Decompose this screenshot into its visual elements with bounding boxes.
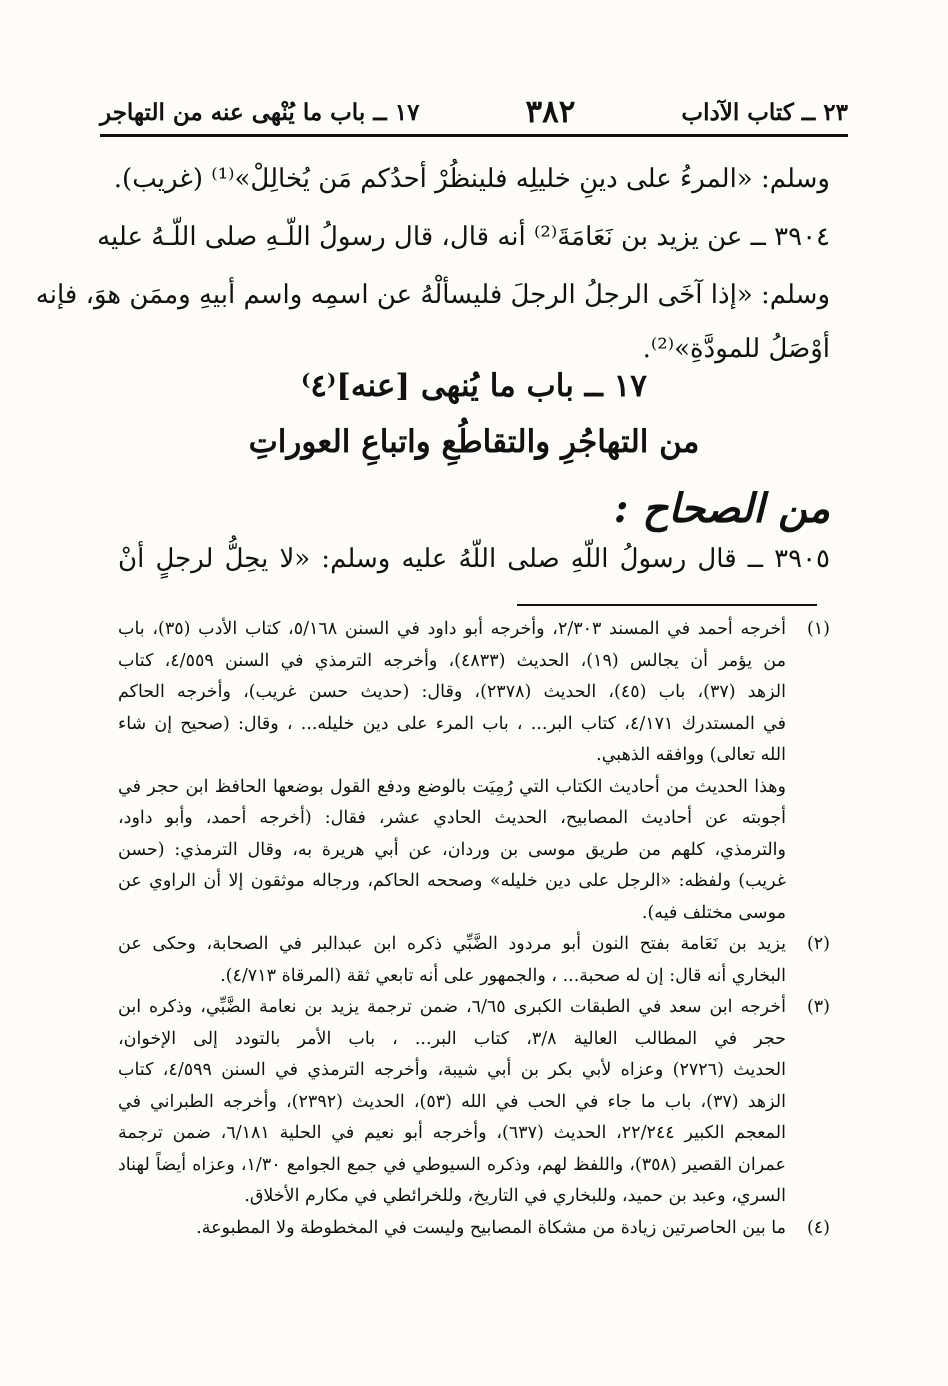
footnote-line: ما بين الحاصرتين زيادة من مشكاة المصابيح وليست في المخطوطة ولا المطبوعة. xyxy=(196,1217,786,1238)
footnote-line: الله تعالى) ووافقه الذهبي. xyxy=(596,745,786,765)
footnote-line: أخرجه أحمد في المسند ٢/٣٠٣، وأخرجه أبو داود في السنن ٥/١٦٨، كتاب الأدب (٣٥)، باب xyxy=(118,619,787,639)
footnote-line: غريب) ولفظه: «الرجل على دين خليله» وصححه الحاكم، ورجاله موثقون إلا أن الراوي عن xyxy=(118,871,786,891)
footnote-line: البخاري أنه قال: إن له صحبة... ، والجمهور على أنه تابعي ثقة (المرقاة ٤/٧١٣). xyxy=(220,965,786,986)
footnotes xyxy=(118,614,830,1244)
source-heading: من الصحاح : xyxy=(613,485,830,532)
footnote-body xyxy=(118,614,786,929)
footnote-number: (٢) xyxy=(806,934,830,954)
text-line: وسلم: «إذا آخَى الرجلُ الرجلَ فليسألْهُ عن اسمِه واسم أبيهِ وممَن هوَ، فإنه xyxy=(35,280,830,310)
footnote-body xyxy=(118,992,786,1213)
footnote-line: السري، وعبد بن حميد، وللبخاري في التاريخ، وللخرائطي في مكارم الأخلاق. xyxy=(244,1186,786,1206)
hadith-text-block xyxy=(35,150,830,374)
footnote-line: موسى مختلف فيه). xyxy=(641,902,786,923)
footnote-separator xyxy=(517,604,817,606)
chapter-subtitle: من التهاجُرِ والتقاطُعِ واتباعِ العوراتِ xyxy=(248,424,700,460)
chapter-heading xyxy=(100,358,848,470)
footnote xyxy=(118,929,830,992)
header-book-title: ٢٣ ــ كتاب الآداب xyxy=(681,99,848,126)
text-line-hadith-3904: ٣٩٠٤ ــ عن يزيد بن نَعَامَةَ⁽²⁾ أنه قال، قال رسولُ اللّـهِ صلى اللّـهُ عليه xyxy=(97,222,830,252)
footnote-line: أجوبته عن أحاديث المصابيح، الحديث الحادي عشر، فقال: (أخرجه أحمد، وأبو داود، xyxy=(118,808,786,828)
footnote-line: من يؤمر أن يجالس (١٩)، الحديث (٤٨٣٣)، وأخرجه الترمذي في السنن ٤/٥٥٩، كتاب xyxy=(118,650,786,671)
footnote-line: يزيد بن نَعَامة بفتح النون أبو مردود الضَّبِّي ذكره ابن عبدالبر في الصحابة، وحكى عن xyxy=(118,934,786,954)
text-line: وسلم: «المرءُ على دينِ خليلِه فلينظُرْ أحدُكم مَن يُخالِلْ»⁽¹⁾ (غريب). xyxy=(113,164,830,194)
chapter-title: ١٧ ــ باب ما يُنهى [عنه]⁽٤⁾ xyxy=(301,368,647,404)
footnote-line: الحديث (٢٧٢٦) وعزاه لأبي بكر بن أبي شيبة، وأخرجه الترمذي في السنن ٤/٥٩٩، كتاب xyxy=(118,1060,786,1080)
page-header xyxy=(100,92,848,137)
footnote-number: (٤) xyxy=(806,1217,830,1238)
footnote-line: عمران القصير (٣٥٨)، واللفظ لهم، وذكره السيوطي في جمع الجوامع ١/٣٠، وعزاه أيضاً لهناد xyxy=(118,1154,786,1175)
footnote-line: أخرجه ابن سعد في الطبقات الكبرى ٦/٦٥، ضمن ترجمة يزيد بن نعامة الضَّبِّي، وذكره ابن xyxy=(118,997,786,1017)
text-line: أوْصَلُ للمودَّةِ»⁽²⁾. xyxy=(642,334,830,364)
footnote-body xyxy=(118,1213,786,1245)
footnote-line: وهذا الحديث من أحاديث الكتاب التي رُمِيَت بالوضع ودفع القول بوضعها الحافظ ابن حجر في xyxy=(118,776,786,797)
header-section-title: ١٧ ــ باب ما يُنْهى عنه من التهاجر xyxy=(100,99,420,126)
footnote-line: الزهد (٣٧)، باب ما جاء في الحب في الله (٥٣)، الحديث (٢٣٩٢)، وأخرجه الطبراني في xyxy=(118,1091,786,1112)
footnote xyxy=(118,1213,830,1245)
footnote-line: الزهد (٣٧)، باب (٤٥)، الحديث (٢٣٧٨)، وقال: (حديث حسن غريب)، وأخرجه الحاكم xyxy=(118,682,787,702)
page-number: ٣٨٢ xyxy=(525,94,576,130)
footnote-line: والترمذي، كلهم من طريق موسى بن وردان، عن أبي هريرة به، وقال الترمذي: (حسن xyxy=(118,839,786,860)
text-line-hadith-3905: ٣٩٠٥ ــ قال رسولُ اللّهِ صلى اللّهُ عليه وسلم: «لا يحِلُّ لرجلٍ أنْ xyxy=(118,544,830,574)
footnote-number: (٣) xyxy=(806,997,830,1017)
footnote-line: حجر في المطالب العالية ٣/٨، كتاب البر... ، باب الأمر بالتودد إلى الإخوان، xyxy=(118,1028,787,1049)
hadith-3905-block xyxy=(118,530,830,588)
footnote xyxy=(118,992,830,1213)
footnote xyxy=(118,614,830,929)
footnote-line: في المستدرك ٤/١٧١، كتاب البر... ، باب المرء على دين خليله... ، وقال: (صحيح إن شاء xyxy=(118,713,786,734)
footnote-body xyxy=(118,929,786,992)
footnote-number: (١) xyxy=(806,619,830,639)
footnote-line: المعجم الكبير ٢٢/٢٤٤، الحديث (٦٣٧)، وأخرجه أبو نعيم في الحلية ٦/١٨١، ضمن ترجمة xyxy=(118,1123,786,1143)
